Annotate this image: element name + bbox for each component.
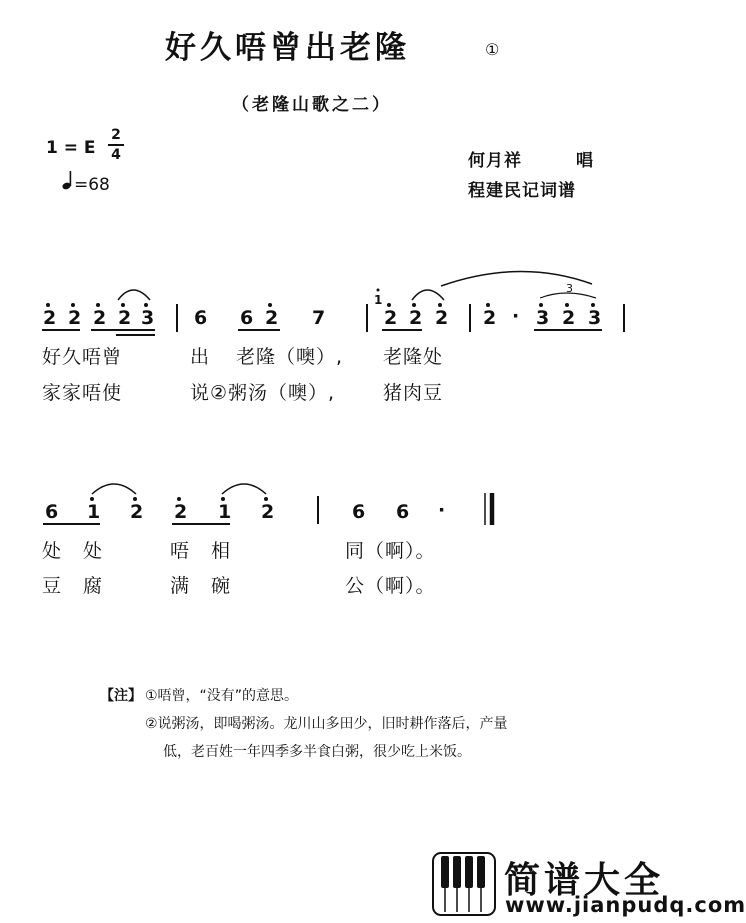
watermark-name: 简谱大全 (504, 860, 665, 901)
lyric-v1-l2-c: 同（啊）。 (345, 540, 436, 562)
lyric-v2-l1-b: 说②粥汤（噢）, (190, 382, 336, 404)
note: 2 (68, 307, 82, 329)
lyric-v2-l2-a: 豆 腐 (42, 575, 104, 597)
triplet-mark: 3 (566, 282, 573, 295)
note: 6 (194, 307, 208, 329)
note-2-line-1: ②说粥汤，即喝粥汤。龙川山多田少，旧时耕作落后，产量 (145, 716, 508, 732)
meter-bottom: 4 (111, 147, 121, 163)
lyric-v1-l1-c: 老隆（噢）, (236, 346, 344, 368)
note: 3 (536, 307, 550, 329)
dot-duration: · (512, 305, 520, 327)
lyric-v1-l1-b: 出 (190, 346, 211, 368)
piano-logo-icon (432, 852, 496, 920)
dot-duration: · (438, 499, 446, 521)
note: 2 (265, 307, 279, 329)
note: 2 (261, 501, 275, 523)
tempo-value: =68 (74, 175, 110, 195)
octave-dots-above (46, 303, 148, 307)
note: 6 (396, 501, 410, 523)
note: 2 (483, 307, 497, 329)
note: 1 (218, 501, 232, 523)
slur (118, 290, 150, 300)
score-line-2 (43, 484, 492, 525)
song-title: 好久唔曾出老隆 (165, 30, 410, 66)
note: 6 (352, 501, 366, 523)
key-signature: 1 = E (46, 138, 96, 158)
singer-role: 唱 (576, 151, 594, 171)
note: 3 (141, 307, 155, 329)
lyric-v1-l1-d: 老隆处 (383, 346, 444, 368)
singer-name: 何月祥 (468, 151, 522, 171)
slur (92, 484, 136, 494)
notes-label: 【注】 (100, 688, 142, 704)
score-line-1 (42, 271, 624, 335)
slur (412, 290, 444, 300)
note: 2 (174, 501, 188, 523)
lyric-v1-l2-b: 唔 相 (170, 540, 232, 562)
note: 1 (87, 501, 101, 523)
note: 2 (384, 307, 398, 329)
note: 2 (435, 307, 449, 329)
lyric-v2-l1-c: 猪肉豆 (383, 382, 444, 404)
subtitle: （老隆山歌之二） (232, 95, 392, 115)
note: 3 (588, 307, 602, 329)
note-1: ①唔曾，“没有”的意思。 (145, 688, 299, 704)
lyric-v1-l1-a: 好久唔曾 (42, 346, 123, 368)
note: 2 (118, 307, 132, 329)
note: 6 (240, 307, 254, 329)
note-2-line-2: 低，老百姓一年四季多半食白粥，很少吃上米饭。 (163, 744, 471, 760)
slur (222, 484, 266, 494)
title-footnote-marker: ① (485, 40, 500, 59)
lyric-v2-l2-c: 公（啊）。 (345, 575, 436, 597)
recorder-credit: 程建民记词谱 (468, 181, 576, 201)
note: 2 (130, 501, 144, 523)
note: 2 (43, 307, 57, 329)
watermark-url[interactable]: www.jianpudq.com (505, 893, 746, 917)
note: 2 (562, 307, 576, 329)
lyric-v2-l2-b: 满 碗 (170, 575, 232, 597)
note: 2 (93, 307, 107, 329)
grace-note: 1 (374, 293, 383, 307)
note: 2 (409, 307, 423, 329)
note: 6 (45, 501, 59, 523)
beam-lines (42, 330, 155, 335)
meter-top: 2 (111, 127, 121, 143)
note: 7 (312, 307, 326, 329)
lyric-v2-l1-a: 家家唔使 (42, 382, 123, 404)
lyric-v1-l2-a: 处 处 (42, 540, 104, 562)
